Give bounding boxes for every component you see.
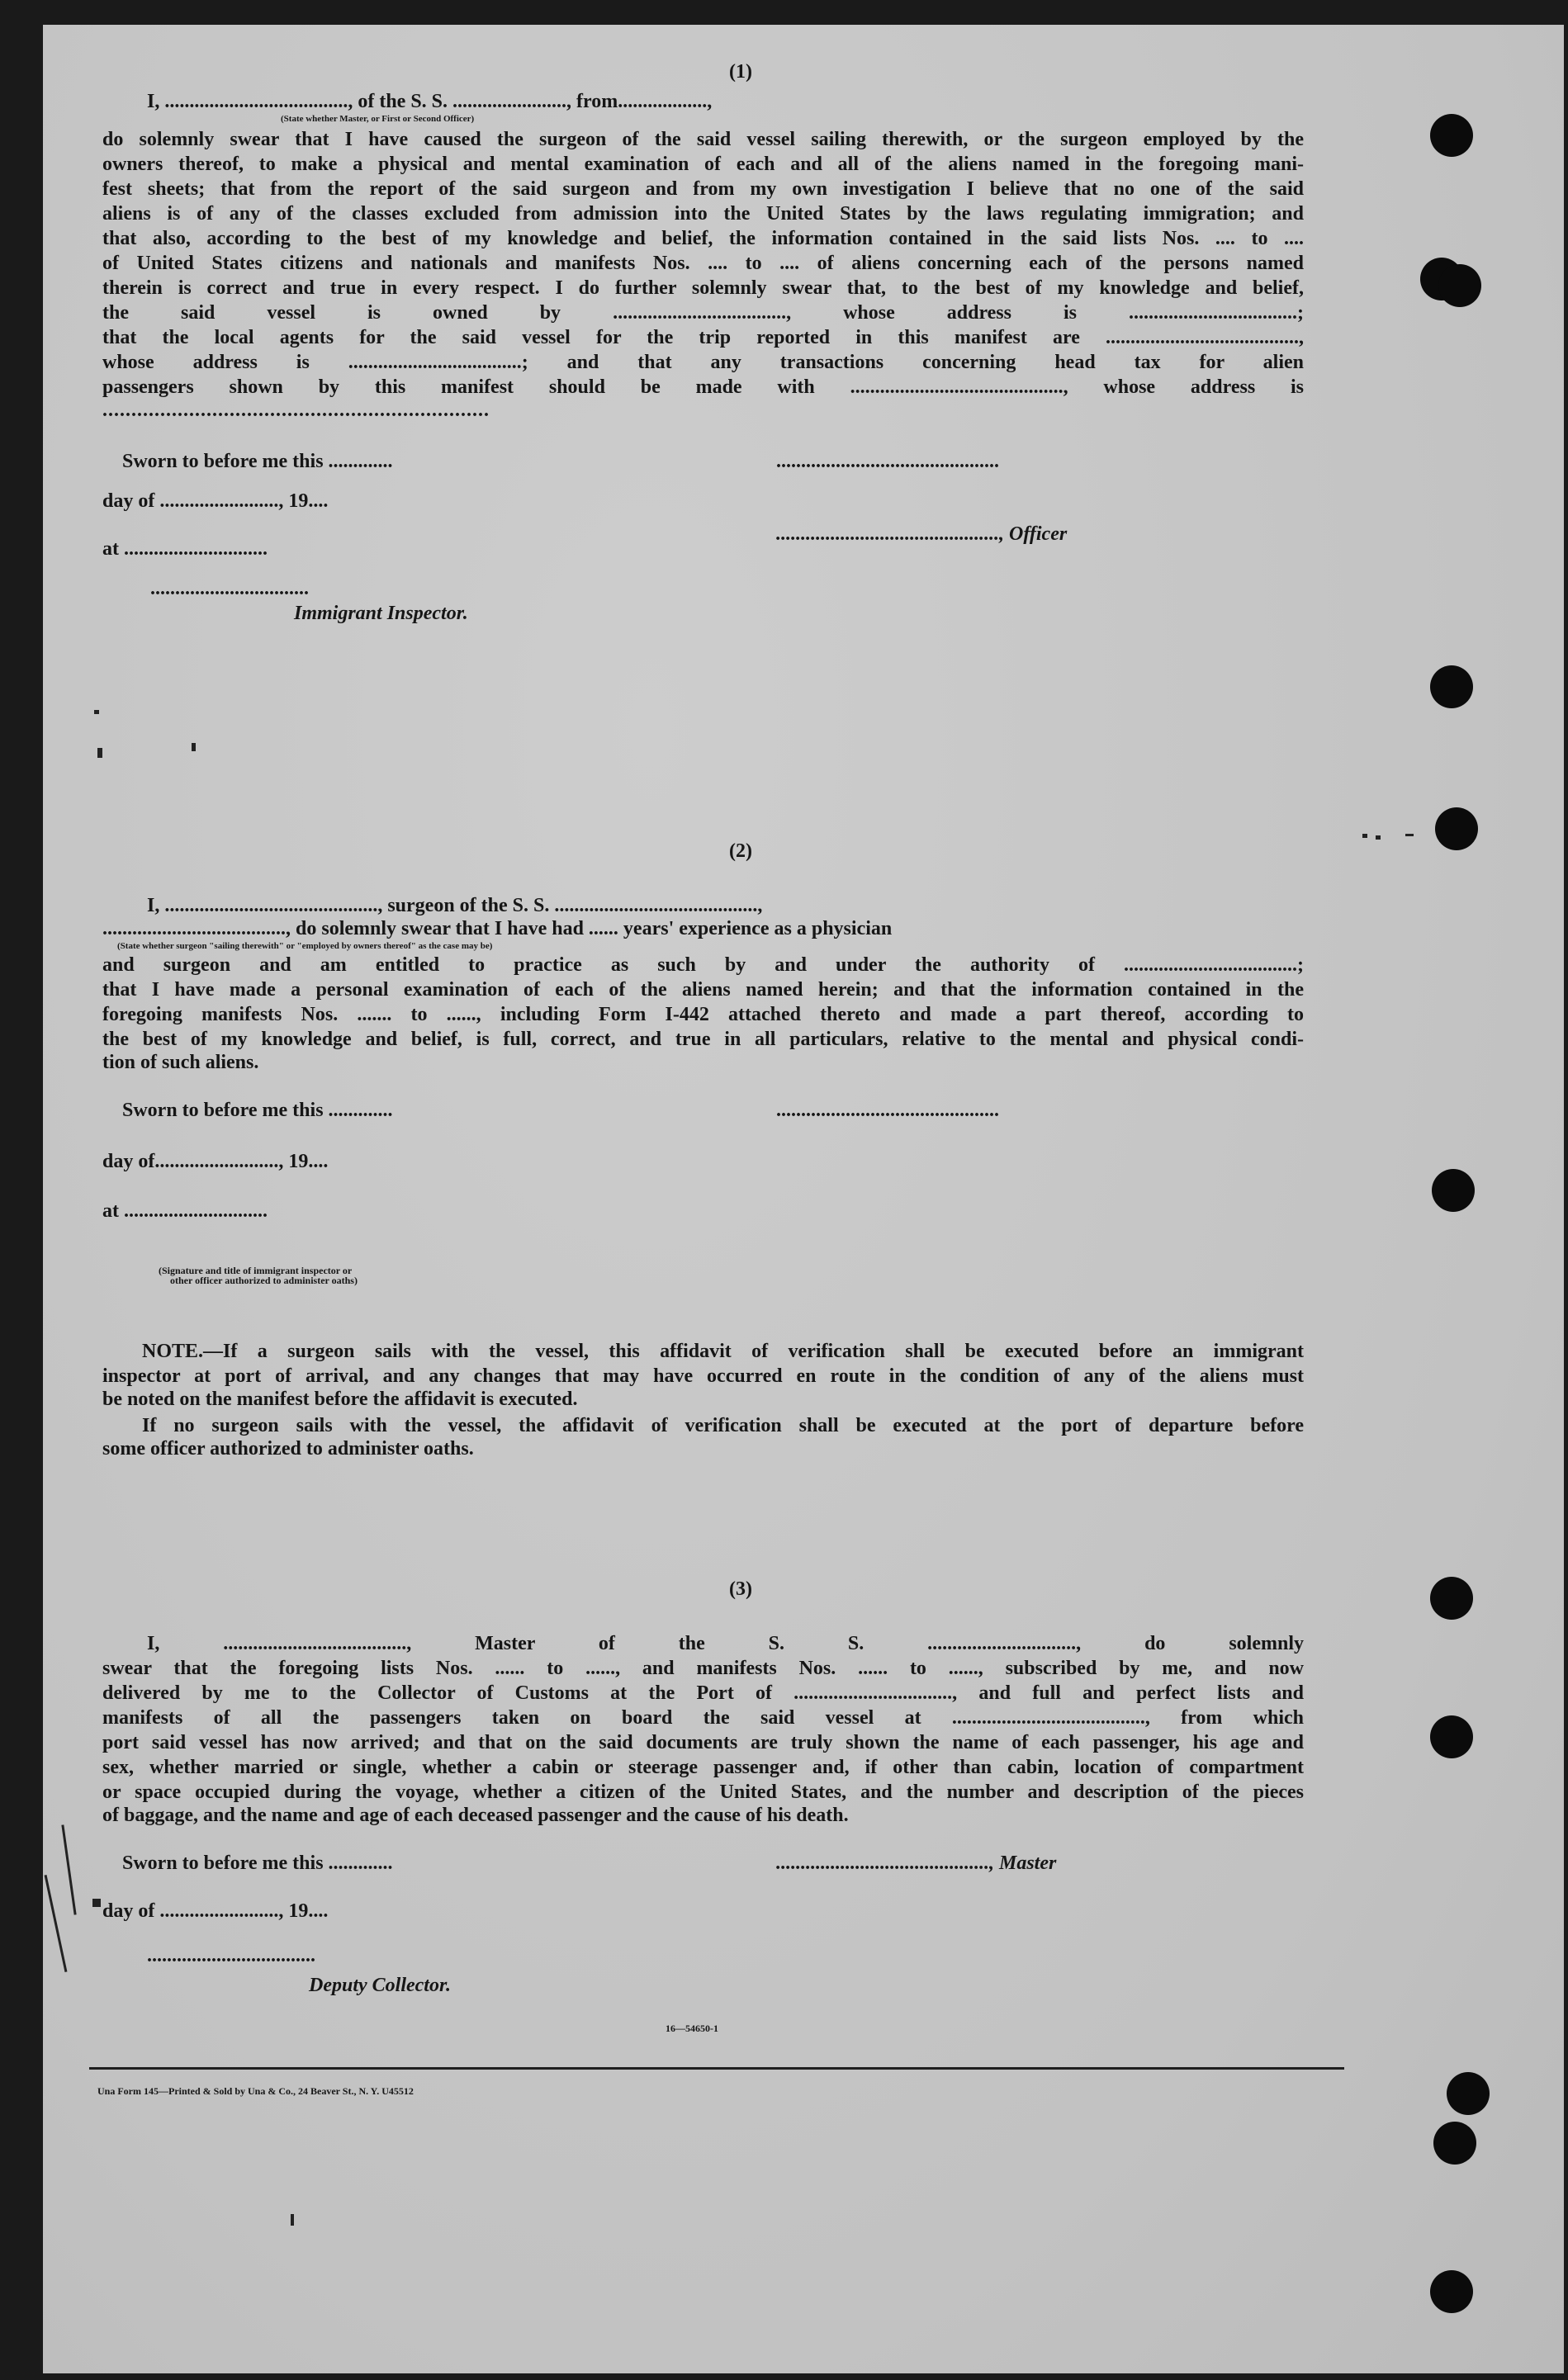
section-3-collector-dots: ..................................	[147, 1945, 315, 1966]
paragraph-line: that the local agents for the said vessel for the trip reported in this manifest are .......................................,	[102, 327, 1304, 348]
paragraph-line: delivered by me to the Collector of Customs at the Port of ................................, and full and perfect lists and	[102, 1682, 1304, 1704]
section-1-inspector-dots: ................................	[150, 578, 309, 599]
paragraph-line: manifests of all the passengers taken on board the said vessel at ......................................., from which	[102, 1707, 1304, 1729]
paragraph-line: swear that the foregoing lists Nos. ...... to ......, and manifests Nos. ...... to ......, subscribed by me, and now	[102, 1658, 1304, 1679]
paragraph-line: port said vessel has now arrived; and that on the said documents are truly shown the name of each passenger, his age and	[102, 1732, 1304, 1753]
paragraph-line: of United States citizens and nationals and manifests Nos. .... to .... of aliens concerning each of the persons named	[102, 253, 1304, 274]
section-2-sworn: Sworn to before me this .............	[122, 1100, 393, 1121]
paragraph-line: aliens is of any of the classes excluded from admission into the United States by the laws regulating immigration; and	[102, 203, 1304, 225]
punch-hole-icon	[1438, 264, 1481, 307]
ink-mark	[1362, 834, 1367, 838]
paragraph-line: I, ....................................., Master of the S. S. .............................., do solemnly	[147, 1633, 1304, 1654]
section-1-signature-dots: .............................................	[776, 451, 999, 472]
ink-mark	[92, 1899, 101, 1907]
section-2-day: day of........................., 19....	[102, 1151, 329, 1172]
paragraph-line: foregoing manifests Nos. ....... to ......, including Form I-442 attached thereto and made a part thereof, according to	[102, 1004, 1304, 1025]
section-3-number: (3)	[729, 1578, 752, 1600]
section-2-state-note: (State whether surgeon "sailing therewith" or "employed by owners thereof" as the case may be)	[117, 941, 493, 951]
punch-hole-icon	[1430, 665, 1473, 708]
ink-mark	[97, 748, 102, 758]
section-2-note-last: be noted on the manifest before the affidavit is executed.	[102, 1389, 578, 1410]
punch-hole-icon	[1430, 2270, 1473, 2313]
section-2-note-2	[142, 1413, 1304, 1438]
paragraph-line: whose address is ...................................; and that any transactions concerning head tax for alien	[102, 352, 1304, 373]
paragraph-line: fest sheets; that from the report of the said surgeon and from my own investigation I believe that no one of the said	[102, 178, 1304, 200]
ink-mark	[61, 1824, 76, 1914]
section-2-signature-note-2: other officer authorized to administer oaths)	[170, 1275, 358, 1286]
section-3-collector-label: Deputy Collector.	[309, 1975, 451, 1996]
section-1-officer: ............................................., Officer	[776, 523, 1068, 545]
section-3-master: ..........................................., Master	[776, 1852, 1057, 1874]
document-sheet	[43, 25, 1564, 2373]
punch-hole-icon	[1433, 2122, 1476, 2165]
paragraph-line: that I have made a personal examination of each of the aliens named herein; and that the information contained in the	[102, 979, 1304, 1001]
section-1-final-dots: ...................................................................	[102, 400, 490, 421]
ink-mark	[45, 1875, 68, 1972]
ink-mark	[291, 2214, 294, 2226]
section-1-paragraph	[102, 127, 1304, 400]
paragraph-line: that also, according to the best of my knowledge and belief, the information contained in the said lists Nos. .... to ....	[102, 228, 1304, 249]
section-1-number: (1)	[729, 61, 752, 83]
section-2-paragraph-last: tion of such aliens.	[102, 1052, 259, 1073]
section-2-note	[102, 1339, 1304, 1389]
ink-mark	[1376, 835, 1381, 840]
paragraph-line: the best of my knowledge and belief, is full, correct, and true in all particulars, relative to the mental and physical condi-	[102, 1029, 1304, 1050]
form-code: 16—54650-1	[666, 2023, 718, 2034]
ink-mark	[192, 743, 196, 751]
punch-hole-icon	[1447, 2072, 1490, 2115]
section-1-sworn: Sworn to before me this .............	[122, 451, 393, 472]
punch-hole-icon	[1432, 1169, 1475, 1212]
section-2-note-2-last: some officer authorized to administer oaths.	[102, 1438, 474, 1460]
section-1-opening-line: I, ....................................., of the S. S. ......................., from..................,	[147, 91, 713, 112]
punch-hole-icon	[1430, 1715, 1473, 1758]
section-3-paragraph-last: of baggage, and the name and age of each deceased passenger and the cause of his death.	[102, 1805, 849, 1826]
section-2-at: at .............................	[102, 1200, 268, 1222]
section-3-sworn: Sworn to before me this .............	[122, 1852, 393, 1874]
ink-mark	[1405, 834, 1414, 836]
section-1-inspector-label: Immigrant Inspector.	[294, 603, 468, 624]
section-1-day: day of ........................, 19....	[102, 490, 329, 512]
paragraph-line: owners thereof, to make a physical and mental examination of each and all of the aliens named in the foregoing mani-	[102, 154, 1304, 175]
section-2-signature-dots: .............................................	[776, 1100, 999, 1121]
paragraph-line: passengers shown by this manifest should be made with ..........................................., whose address is	[102, 376, 1304, 398]
section-3-paragraph	[102, 1631, 1304, 1805]
note-line: NOTE.—If a surgeon sails with the vessel, this affidavit of verification shall be executed before an immigrant	[142, 1341, 1304, 1362]
paragraph-line: therein is correct and true in every respect. I do further solemnly swear that, to the best of my knowledge and belief,	[102, 277, 1304, 299]
section-2-second-line: ....................................., do solemnly swear that I have had ...... years' experience as a physician	[102, 918, 893, 939]
section-2-opening-line: I, ..........................................., surgeon of the S. S. .........................................,	[147, 895, 763, 916]
section-3-day: day of ........................, 19....	[102, 1900, 329, 1922]
footer-rule	[89, 2067, 1344, 2070]
note-line: inspector at port of arrival, and any changes that may have occurred en route in the condition of any of the aliens must	[102, 1365, 1304, 1387]
section-1-at: at .............................	[102, 538, 268, 560]
printer-imprint: Una Form 145—Printed & Sold by Una & Co., 24 Beaver St., N. Y. U45512	[97, 2085, 414, 2097]
paragraph-line: and surgeon and am entitled to practice as such by and under the authority of ...................................;	[102, 954, 1304, 976]
punch-hole-icon	[1435, 807, 1478, 850]
section-2-signature-note-1: (Signature and title of immigrant inspector or	[159, 1265, 353, 1276]
paragraph-line: do solemnly swear that I have caused the surgeon of the said vessel sailing therewith, or the surgeon employed by the	[102, 129, 1304, 150]
section-1-state-note: (State whether Master, or First or Second Officer)	[281, 114, 475, 124]
paragraph-line: or space occupied during the voyage, whether a citizen of the United States, and the number and description of the pieces	[102, 1781, 1304, 1803]
punch-hole-icon	[1430, 114, 1473, 157]
section-2-number: (2)	[729, 840, 752, 862]
note-line: If no surgeon sails with the vessel, the affidavit of verification shall be executed at the port of departure before	[142, 1415, 1304, 1436]
paragraph-line: the said vessel is owned by ..................................., whose address is ..................................;	[102, 302, 1304, 324]
paragraph-line: sex, whether married or single, whether a cabin or steerage passenger and, if other than cabin, location of compartment	[102, 1757, 1304, 1778]
section-2-paragraph	[102, 953, 1304, 1052]
ink-mark	[94, 710, 99, 714]
